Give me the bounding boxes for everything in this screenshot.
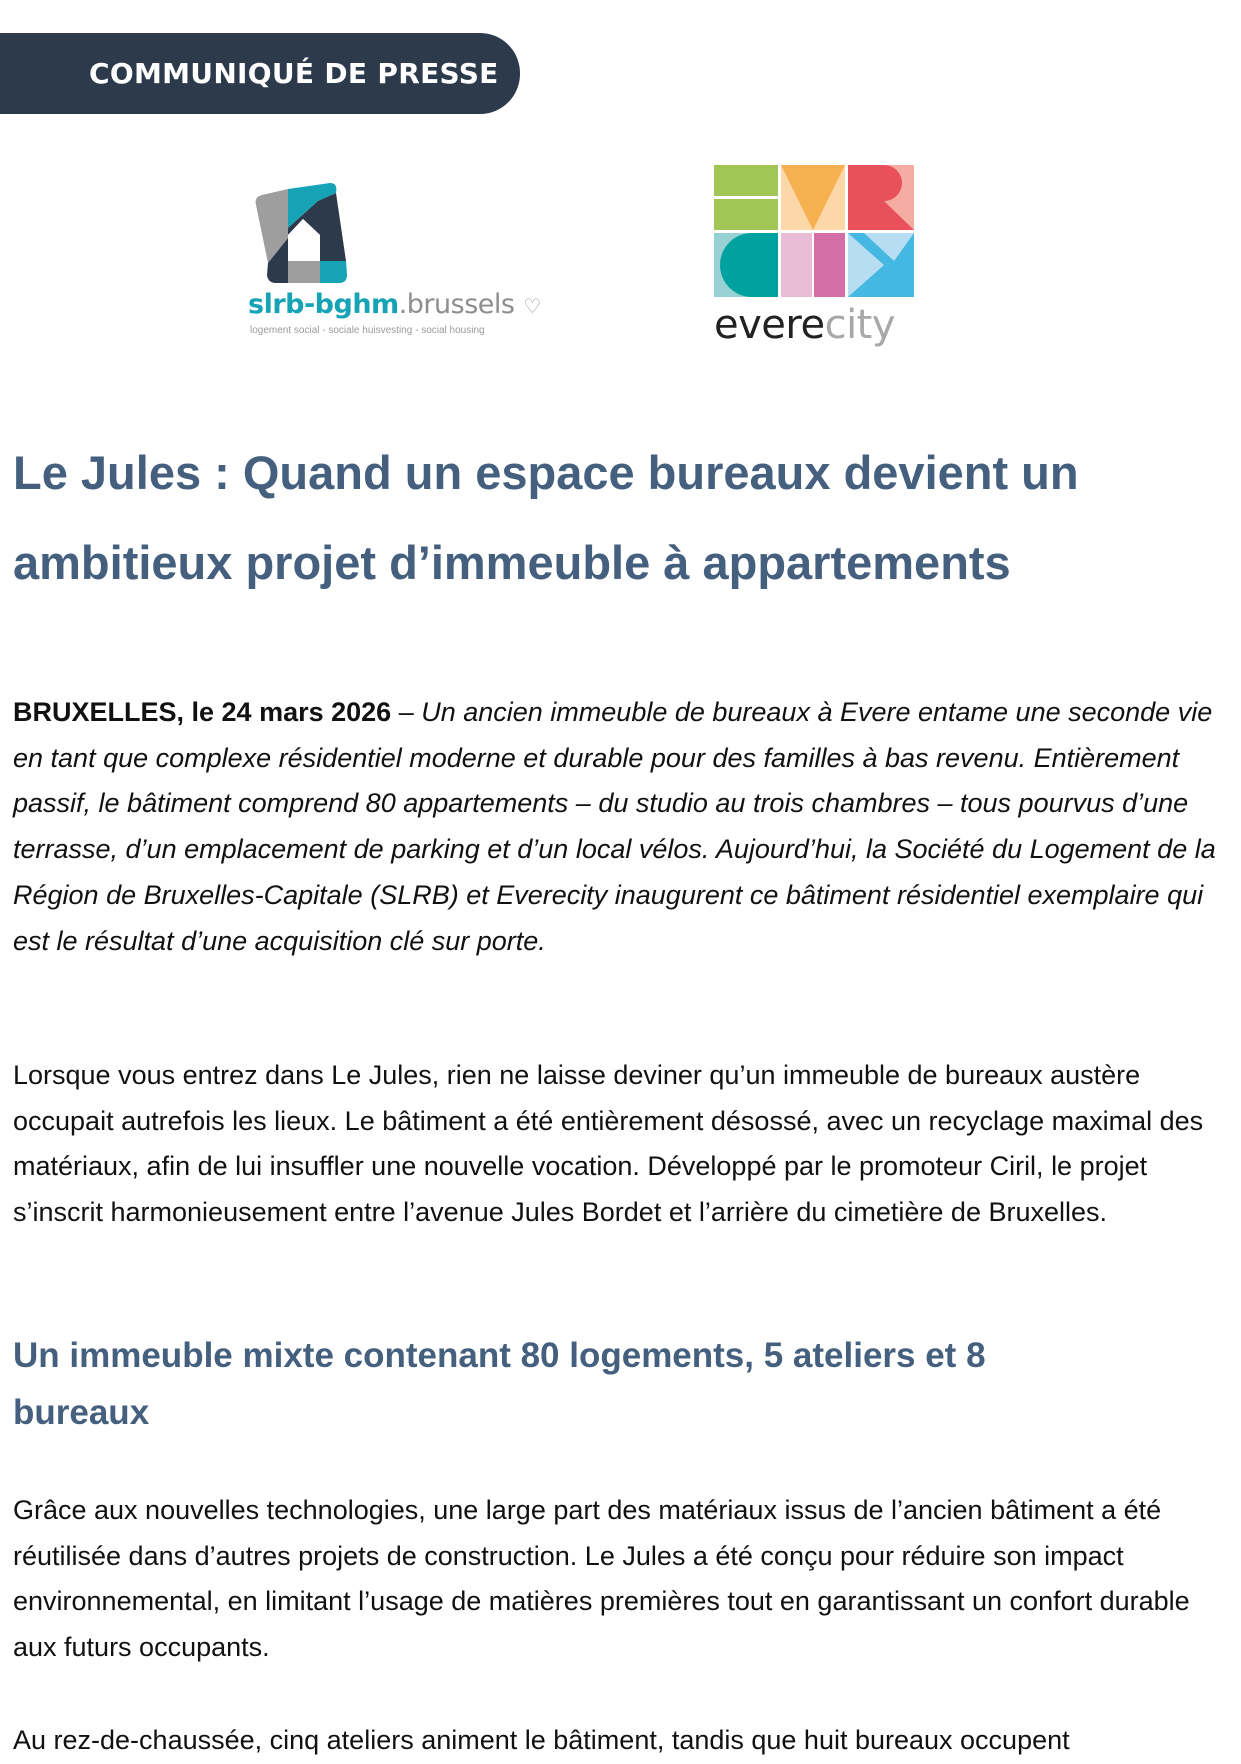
dateline: BRUXELLES, le 24 mars 2026 — [13, 697, 392, 727]
dateline-dash: – — [391, 697, 422, 727]
everecity-wordmark: everecity — [714, 302, 896, 348]
body-paragraph: Au rez-de-chaussée, cinq ateliers animent le bâtiment, tandis que huit bureaux occupent — [13, 1725, 1070, 1755]
heart-hands-icon: ♡ — [523, 294, 541, 318]
slrb-wordmark: slrb-bghm.brussels ♡ — [248, 289, 541, 320]
slrb-tagline: logement social - sociale huisvesting - social housing — [250, 325, 485, 336]
press-release-banner — [0, 33, 520, 114]
slrb-logo — [248, 183, 558, 343]
banner-label: COMMUNIQUÉ DE PRESSE — [89, 57, 499, 90]
body-paragraph: Lorsque vous entrez dans Le Jules, rien ne laisse deviner qu’un immeuble de bureaux austère occupait autrefois les lieux. Le bâtiment a été entièrement désossé, avec un recyclage maximal des matériaux, afin de lui insuffler une nouvelle vocation. Développé par le promoteur Ciril, le projet s’inscrit harmonieusement entre l’avenue Jules Bordet et l’arrière du cimetière de Bruxelles. — [13, 1060, 1204, 1228]
section-heading: Un immeuble mixte contenant 80 logements, 5 ateliers et 8 bureaux — [13, 1336, 986, 1432]
everecity-logo — [714, 162, 919, 362]
lede-paragraph — [13, 690, 1228, 964]
everecity-mosaic-icon — [714, 165, 914, 297]
page-title: Le Jules : Quand un espace bureaux devient un ambitieux projet d’immeuble à appartements — [13, 446, 1079, 589]
body-paragraph: Grâce aux nouvelles technologies, une large part des matériaux issus de l’ancien bâtiment a été réutilisée dans d’autres projets de construction. Le Jules a été conçu pour réduire son impact environnemental, en limitant l’usage de matières premières tout en garantissant un confort durable aux futurs occupants. — [13, 1495, 1190, 1663]
lede-text: Un ancien immeuble de bureaux à Evere entame une seconde vie en tant que complexe résidentiel moderne et durable pour des familles à bas revenu. Entièrement passif, le bâtiment comprend 80 appartements – du studio au trois chambres – tous pourvus d’une terrasse, d’un emplacement de parking et d’un local vélos. Aujourd’hui, la Société du Logement de la Région de Bruxelles-Capitale (SLRB) et Everecity inaugurent ce bâtiment résidentiel exemplaire qui est le résultat d’une acquisition clé sur porte. — [13, 697, 1216, 956]
slrb-house-icon — [248, 183, 348, 283]
